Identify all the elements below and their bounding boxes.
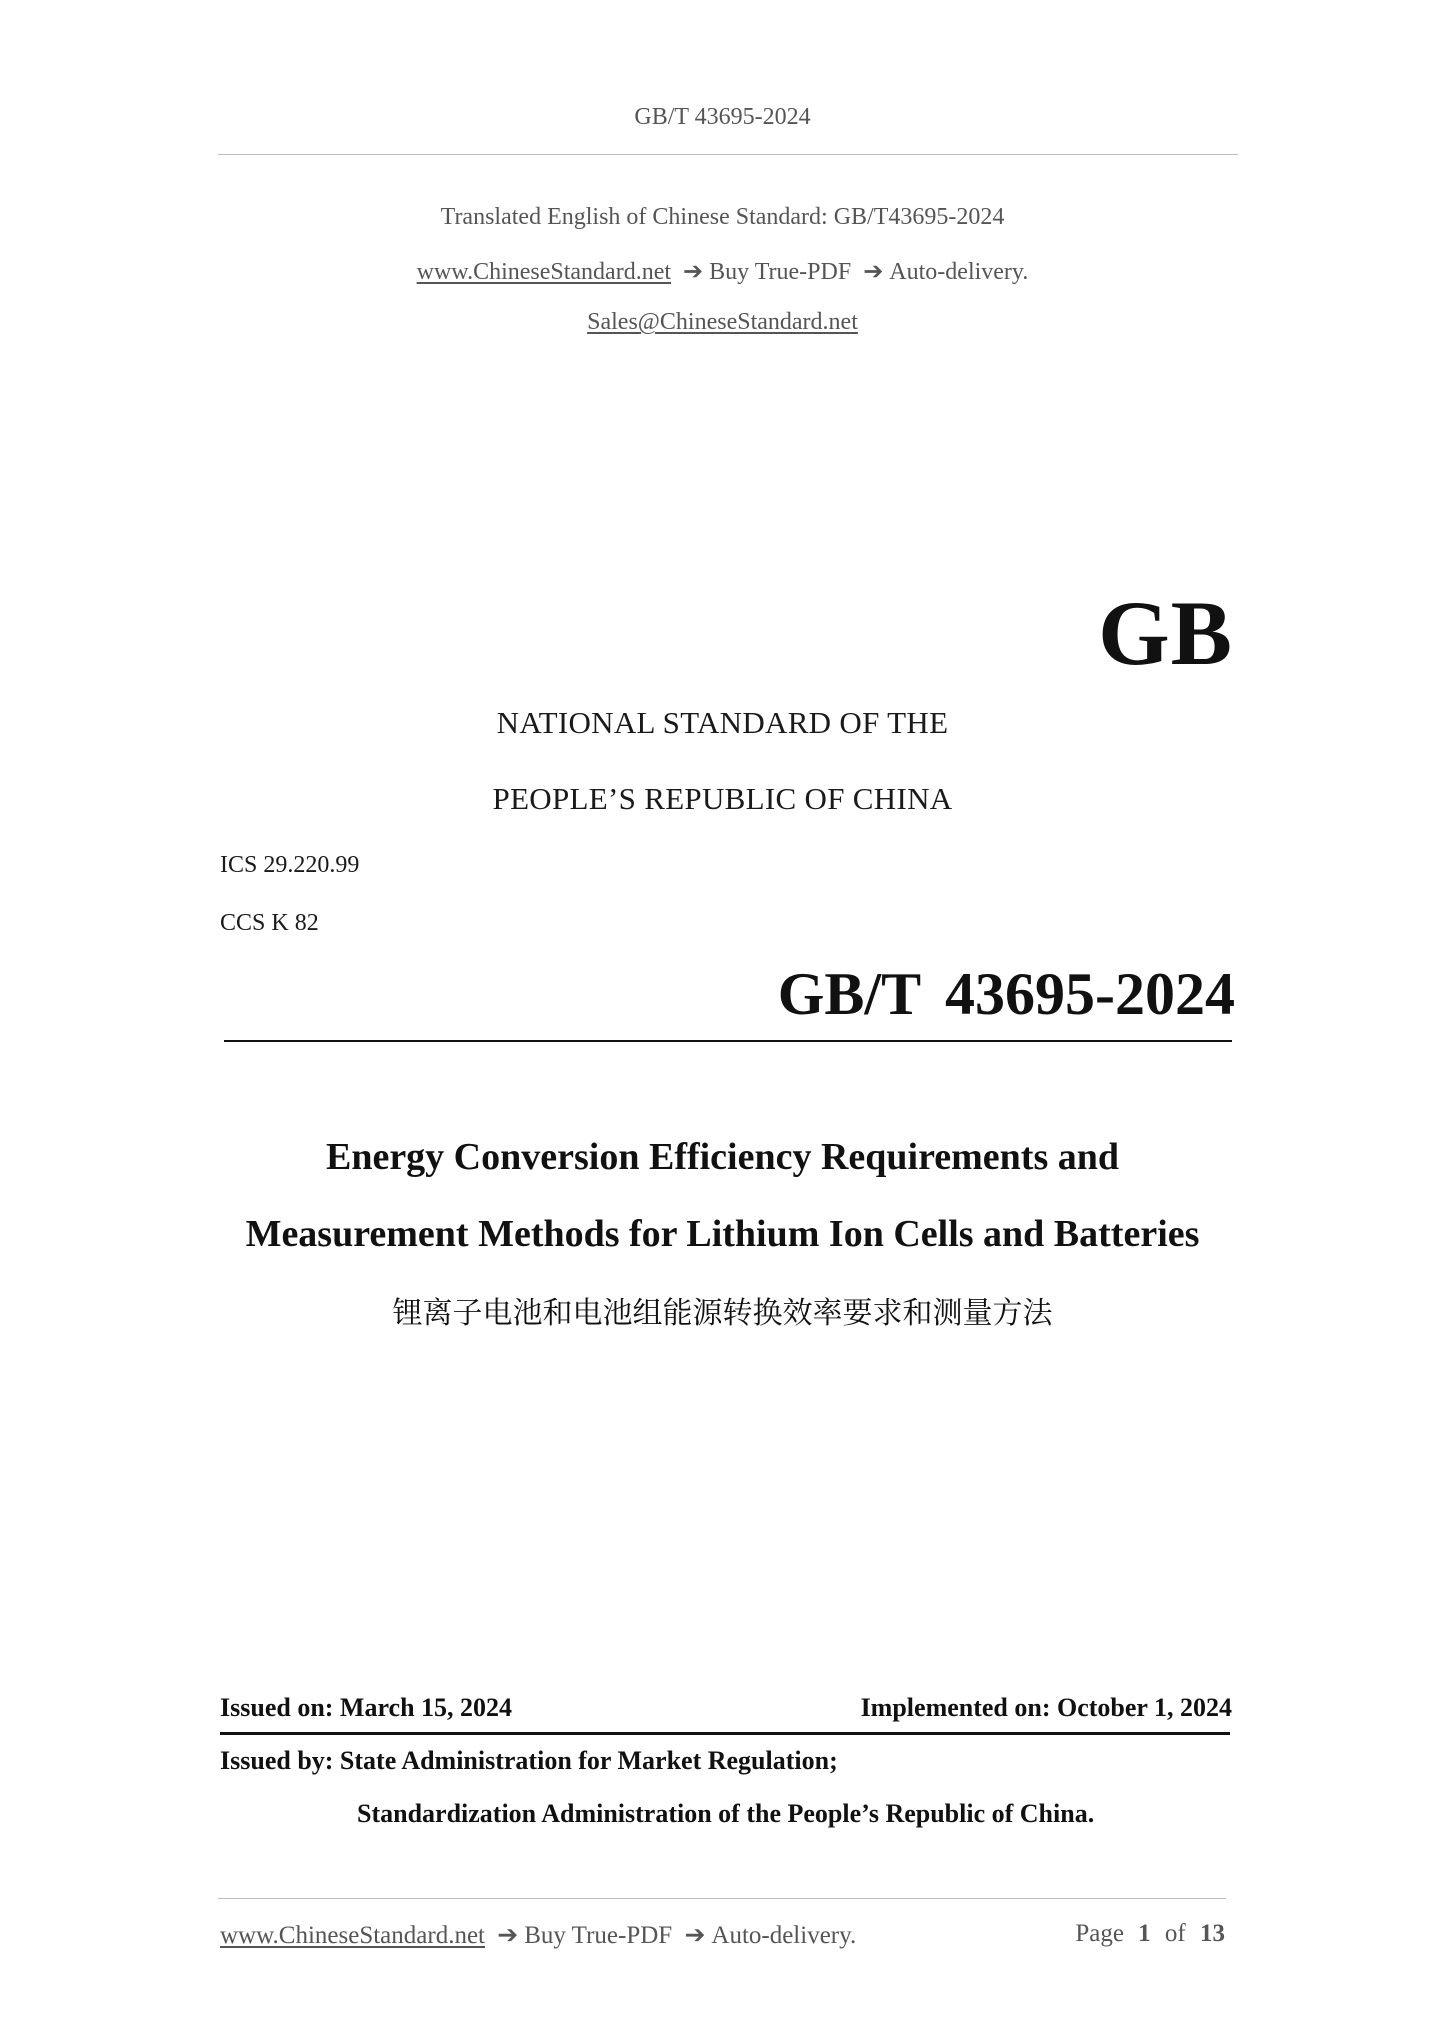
page-number <box>1075 1920 1225 1948</box>
arrow-right-icon: ➔ <box>863 259 884 285</box>
footer-buy-text: Buy True-PDF <box>524 1922 673 1949</box>
footer-divider <box>218 1898 1226 1899</box>
running-header: GB/T 43695-2024 <box>634 104 811 130</box>
title-chinese: 锂离子电池和电池组能源转换效率要求和测量方法 <box>392 1296 1053 1331</box>
page-label: Page <box>1075 1920 1124 1947</box>
page-total: 13 <box>1200 1920 1225 1947</box>
sales-email-link[interactable]: Sales@ChineseStandard.net <box>587 309 858 335</box>
website-link[interactable]: www.ChineseStandard.net <box>416 259 672 285</box>
arrow-right-icon: ➔ <box>684 1922 706 1949</box>
national-standard-line-1: NATIONAL STANDARD OF THE <box>496 705 949 740</box>
issued-on-date: Issued on: March 15, 2024 <box>220 1693 513 1722</box>
email-line <box>0 309 1445 336</box>
issuer-line-2: Standardization Administration of the People’s Republic of China. <box>357 1799 1095 1828</box>
implemented-on-date: Implemented on: October 1, 2024 <box>860 1693 1232 1722</box>
national-standard-line-2: PEOPLE’S REPUBLIC OF CHINA <box>492 781 953 816</box>
arrow-right-icon: ➔ <box>683 259 704 285</box>
page-current: 1 <box>1138 1920 1151 1947</box>
dates-rule <box>220 1732 1230 1735</box>
ics-code: ICS 29.220.99 <box>220 852 360 878</box>
ccs-code: CCS K 82 <box>220 910 319 936</box>
standard-number-rule <box>224 1040 1232 1042</box>
buy-pdf-text: Buy True-PDF <box>709 259 852 285</box>
auto-delivery-text: Auto-delivery. <box>889 259 1029 285</box>
title-line-1: Energy Conversion Efficiency Requirements and <box>325 1136 1120 1178</box>
standard-number: GB/T 43695-2024 <box>777 961 1235 1027</box>
title-line-2: Measurement Methods for Lithium Ion Cells and Batteries <box>245 1213 1200 1255</box>
issuer-line-1: Issued by: State Administration for Market Regulation; <box>220 1746 838 1775</box>
footer-purchase-line <box>220 1920 856 1950</box>
purchase-line <box>0 257 1445 286</box>
footer-website-link[interactable]: www.ChineseStandard.net <box>220 1922 485 1949</box>
footer-auto-text: Auto-delivery. <box>711 1922 857 1949</box>
translation-note: Translated English of Chinese Standard: GB/T43695-2024 <box>440 204 1005 230</box>
page-of: of <box>1164 1920 1186 1947</box>
header-divider <box>218 154 1238 155</box>
arrow-right-icon: ➔ <box>497 1922 519 1949</box>
gb-mark: GB <box>1098 582 1233 684</box>
